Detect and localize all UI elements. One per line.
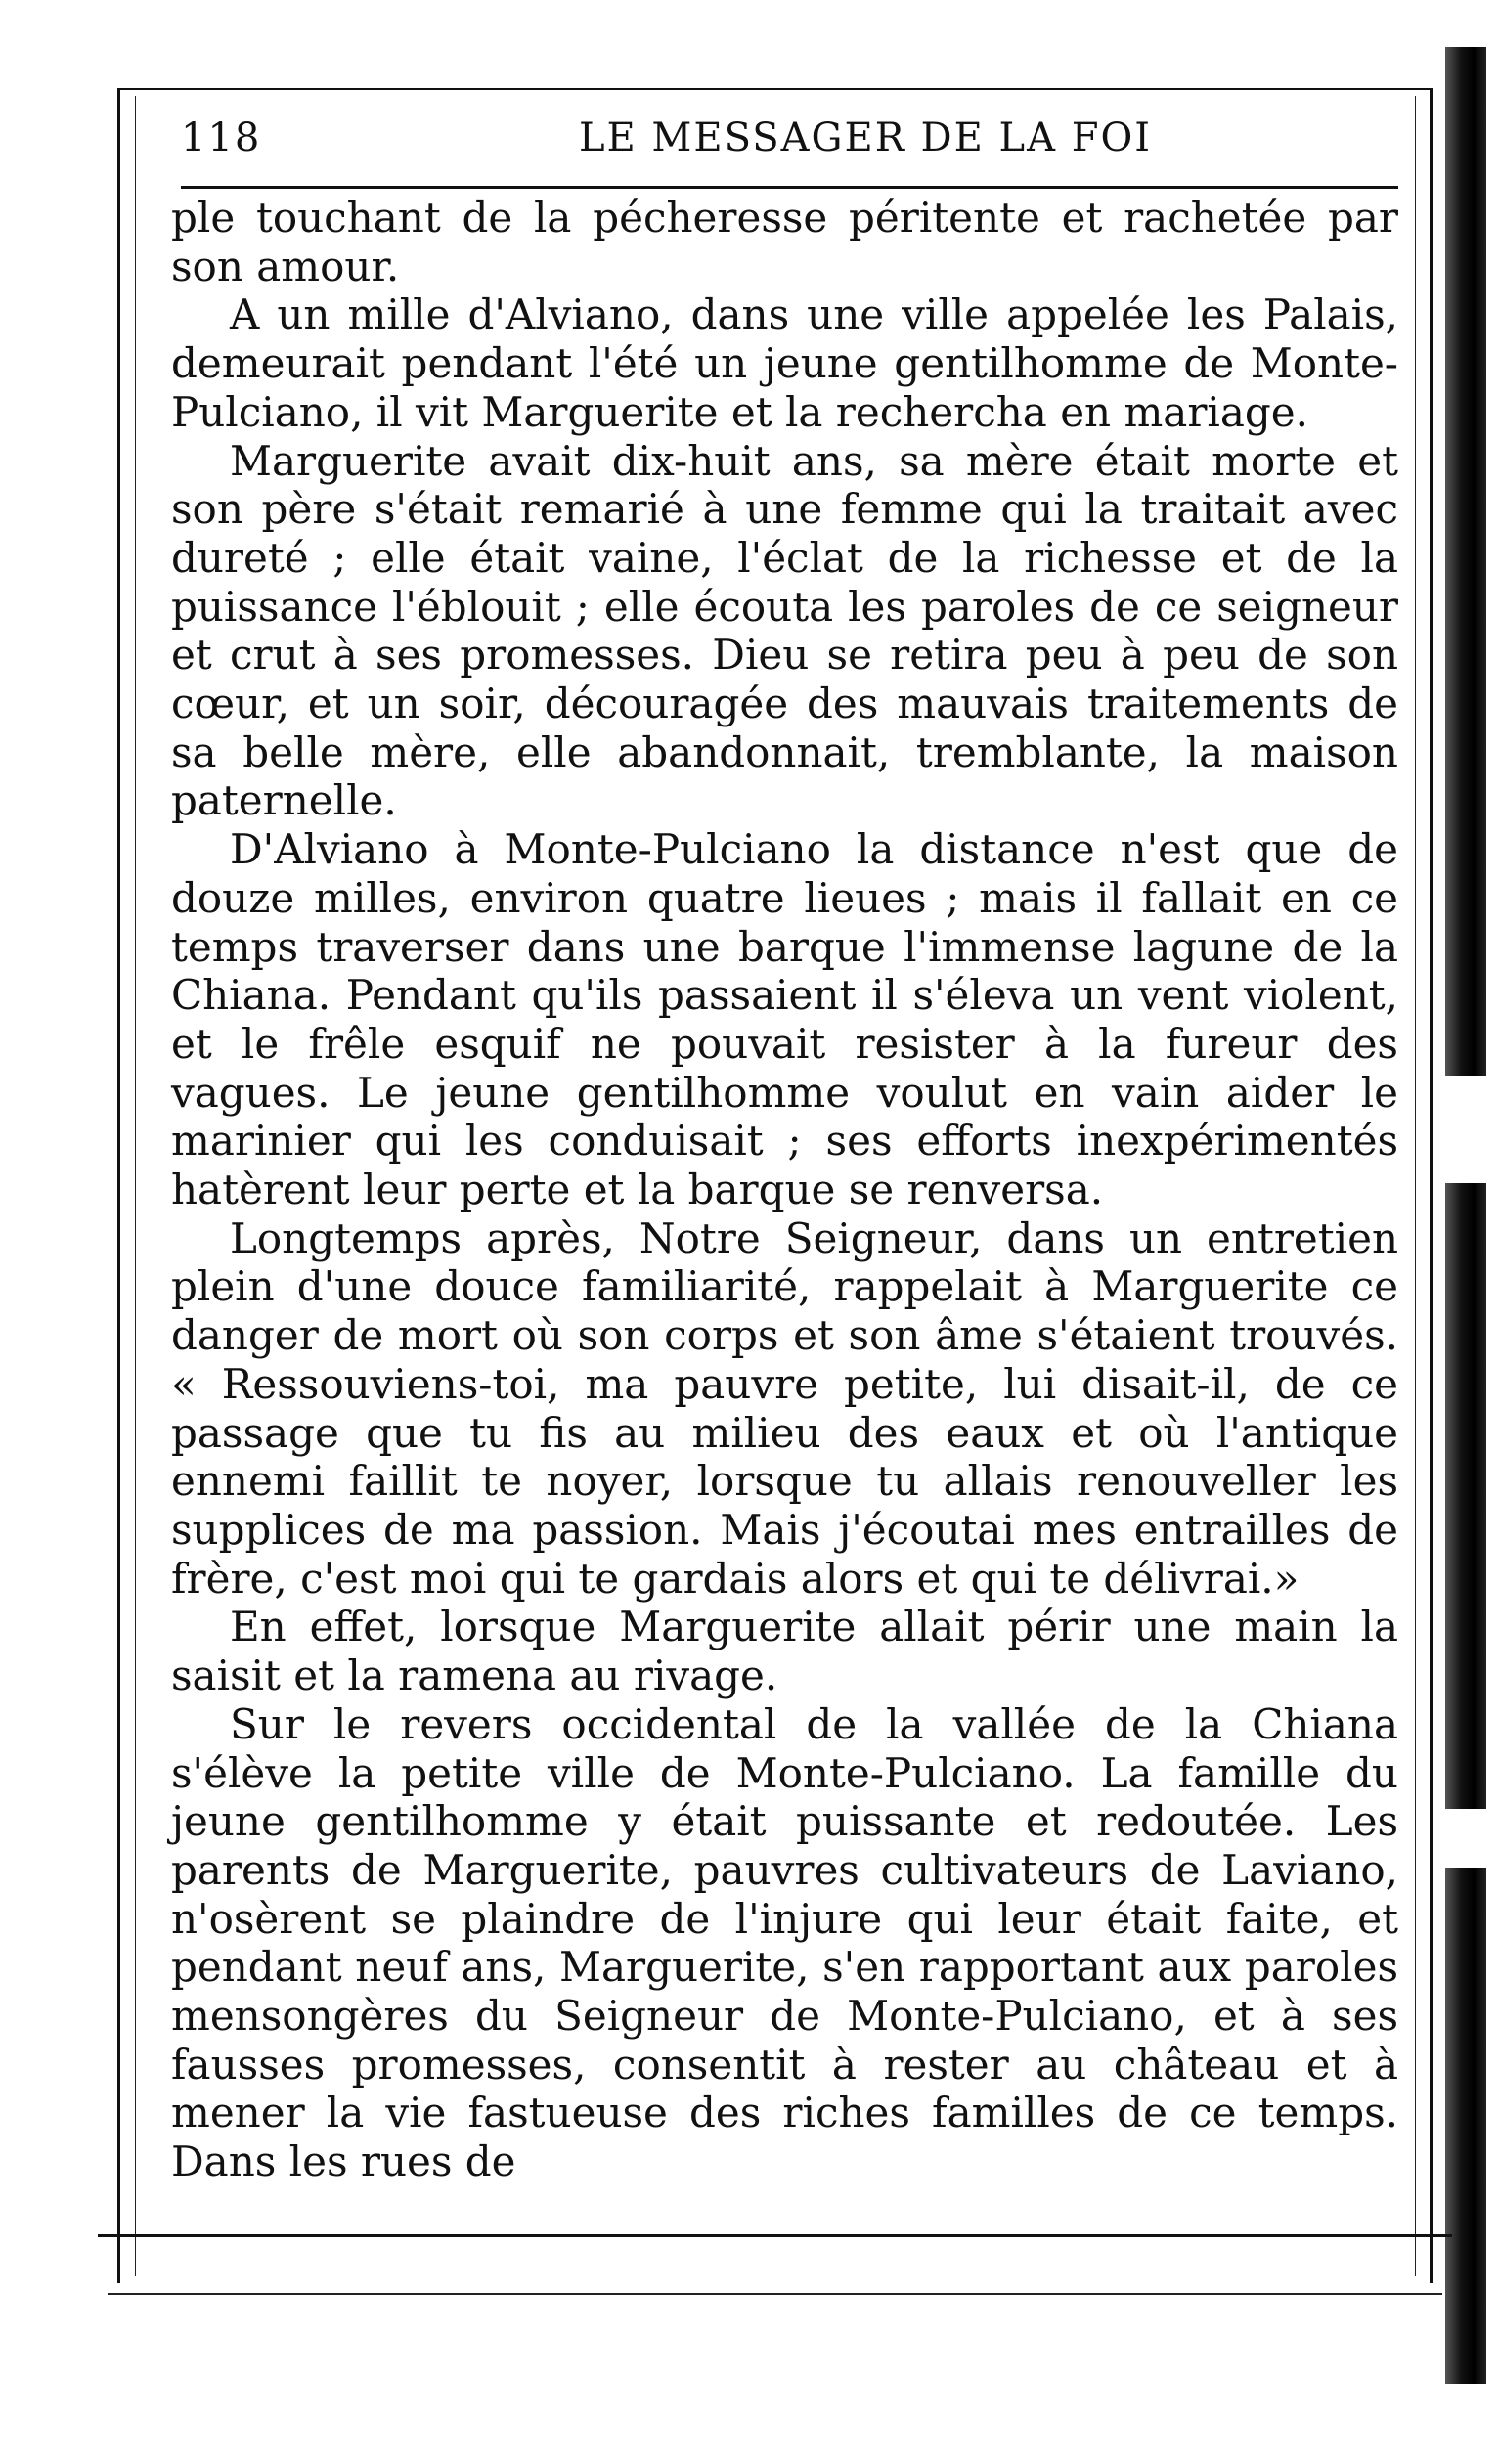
binding-gap [1445,1809,1486,1868]
paragraph: ple touchant de la pécheresse péritente et rachetée par son amour. [171,194,1398,290]
header-rule [181,186,1398,189]
running-title: LE MESSAGER DE LA FOI [578,115,1153,160]
binding-shadow [1445,47,1486,2384]
paragraph: En effet, lorsque Marguerite allait périr une main la saisit et la ramena au rivage. [171,1603,1398,1700]
page-frame-bottom [98,2234,1452,2237]
paragraph: D'Alviano à Monte-Pulciano la distance n'est que de douze milles, environ quatre lieues ; mais il fallait en ce temps traverser dans une barque l'immense lagune de la Chiana. Pendant qu'ils passaient il s'éleva un vent violent, et le frêle esquif ne pouvait resister à la fureur des vagues. Le jeune gentilhomme voulut en vain aider le marinier qui les conduisait ; ses efforts inexpérimentés hatèrent leur perte et la barque se renversa. [171,825,1398,1214]
paragraph: Sur le revers occidental de la vallée de la Chiana s'élève la petite ville de Monte-Pulciano. La famille du jeune gentilhomme y était puissante et redoutée. Les parents de Marguerite, pauvres cultivateurs de Laviano, n'osèrent se plaindre de l'injure qui leur était faite, et pendant neuf ans, Marguerite, s'en rapportant aux paroles mensongères du Seigneur de Monte-Pulciano, et à ses fausses promesses, consentit à rester au château et à mener la vie fastueuse des riches familles de ce temps. Dans les rues de [171,1699,1398,2186]
page-number: 118 [181,115,262,160]
page-frame-bottom-rule [108,2293,1442,2295]
binding-gap [1445,1076,1486,1183]
running-header [181,115,1398,174]
paragraph: Longtemps après, Notre Seigneur, dans un entretien plein d'une douce familiarité, rappelait à Marguerite ce danger de mort où son corps et son âme s'étaient trouvés. « Ressouviens-toi, ma pauvre petite, lui disait-il, de ce passage que tu fis au milieu des eaux et où l'antique ennemi faillit te noyer, lorsque tu allais renouveller les supplices de ma passion. Mais j'écoutai mes entrailles de frère, c'est moi qui te gardais alors et qui te délivrai.» [171,1213,1398,1603]
paragraph: Marguerite avait dix-huit ans, sa mère était morte et son père s'était remarié à une femme qui la traitait avec dureté ; elle était vaine, l'éclat de la richesse et de la puissance l'éblouit ; elle écouta les paroles de ce seigneur et crut à ses promesses. Dieu se retira peu à peu de son cœur, et un soir, découragée des mauvais traitements de sa belle mère, elle abandonnait, tremblante, la maison paternelle. [171,436,1398,825]
paragraph: A un mille d'Alviano, dans une ville appelée les Palais, demeurait pendant l'été un jeune gentilhomme de Monte-Pulciano, il vit Marguerite et la rechercha en mariage. [171,290,1398,436]
body-text [171,194,1398,2186]
